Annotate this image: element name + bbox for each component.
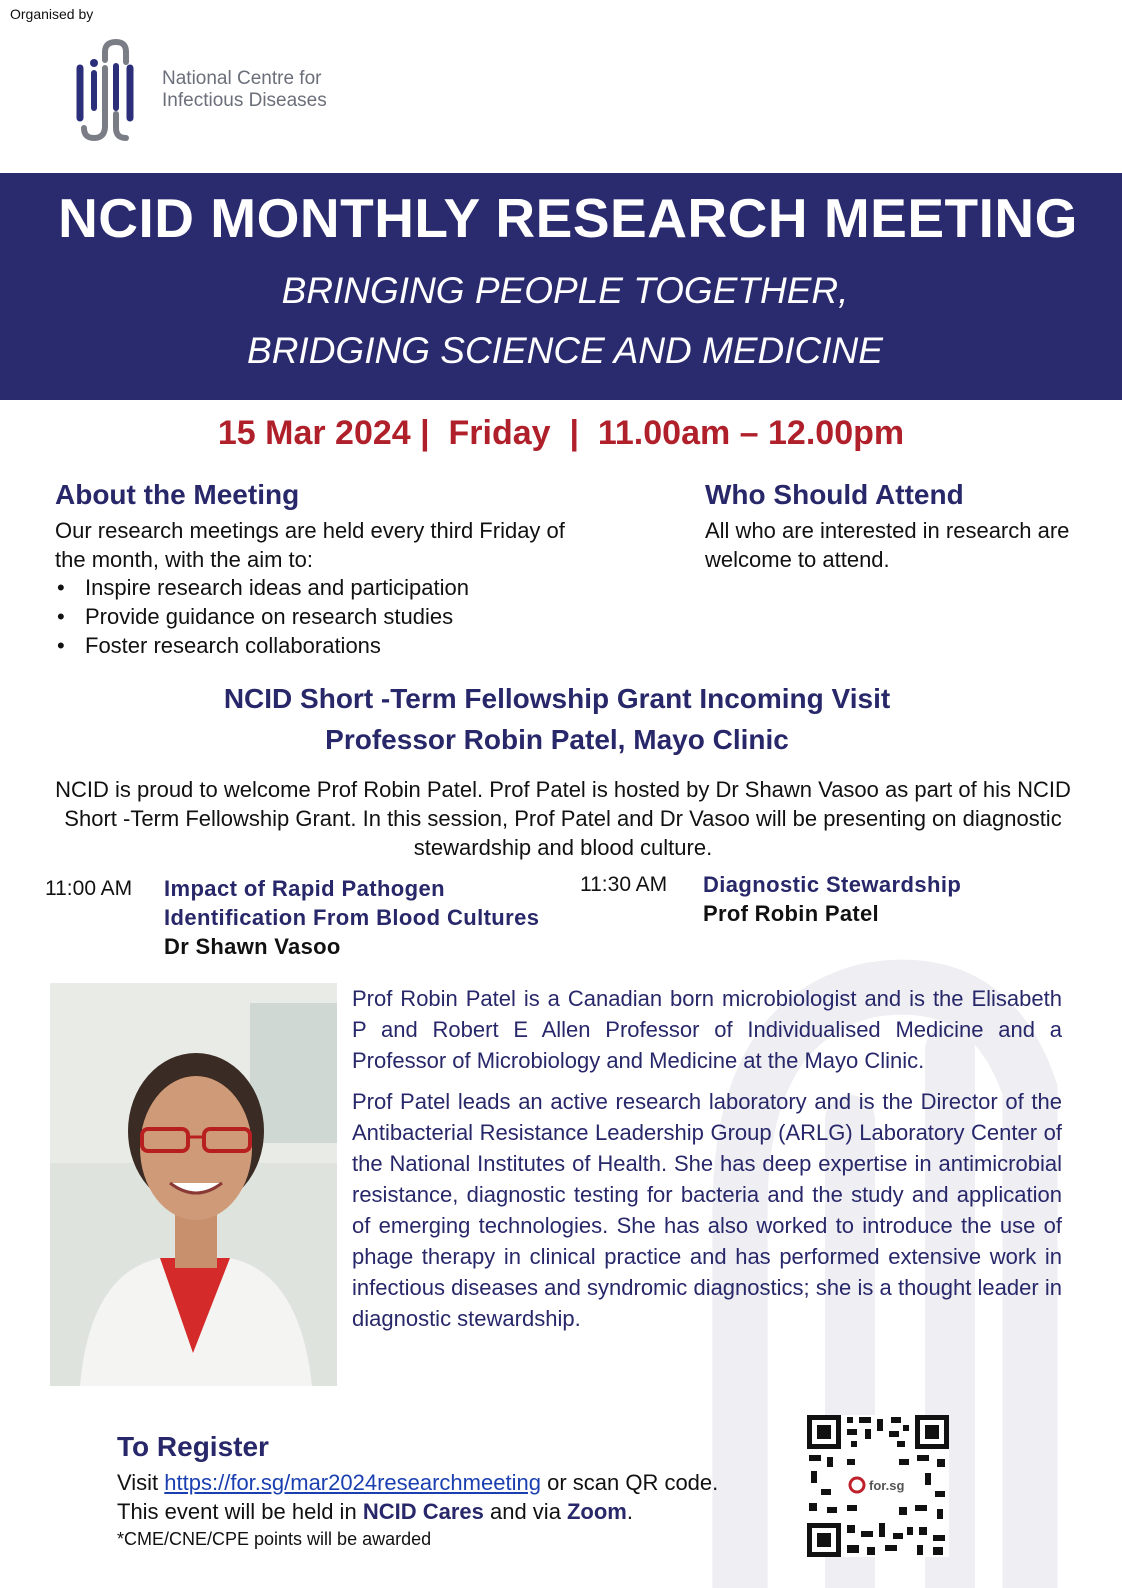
agenda-time-1: 11:00 AM <box>45 877 133 900</box>
venue-place: NCID Cares <box>362 1499 484 1524</box>
banner-subtitle-line2: BRIDGING SCIENCE AND MEDICINE <box>247 330 883 371</box>
about-heading: About the Meeting <box>55 479 300 510</box>
organiser-name-line1: National Centre for <box>162 68 322 89</box>
organised-by-label: Organised by <box>10 6 94 22</box>
list-item: • Foster research collaborations <box>55 631 469 660</box>
who-heading: Who Should Attend <box>705 479 964 510</box>
register-after-link: or scan QR code. <box>547 1470 719 1495</box>
event-dateline: 15 Mar 2024 | Friday | 11.00am – 12.00pm <box>217 414 905 452</box>
agenda-speaker-2: Prof Robin Patel <box>703 901 879 926</box>
register-venue-line <box>117 1497 633 1526</box>
agenda-talk-title-1: Impact of Rapid Pathogen Identification From Blood Cultures <box>164 876 540 930</box>
venue-online: Zoom <box>566 1499 627 1524</box>
fellowship-title: NCID Short -Term Fellowship Grant Incoming Visit <box>223 683 891 714</box>
register-heading: To Register <box>117 1431 269 1462</box>
venue-end: . <box>626 1499 633 1524</box>
agenda-time-2: 11:30 AM <box>580 873 668 896</box>
agenda-speaker-1: Dr Shawn Vasoo <box>164 934 341 959</box>
venue-pre: This event will be held in <box>117 1499 357 1524</box>
register-visit-line <box>117 1468 718 1497</box>
register-link[interactable]: https://for.sg/mar2024researchmeeting <box>164 1470 541 1495</box>
list-item: • Provide guidance on research studies <box>55 602 469 631</box>
venue-mid: and via <box>489 1499 561 1524</box>
fellowship-intro: NCID is proud to welcome Prof Robin Patel. Prof Patel is hosted by Dr Shawn Vasoo as part of his NCID Short -Term Fellowship Grant. In this session, Prof Patel and Dr Vasoo will be presenting on diagnostic stewardship and blood culture. <box>55 777 1071 860</box>
cme-note: *CME/CNE/CPE points will be awarded <box>117 1529 432 1549</box>
about-intro: Our research meetings are held every third Friday of the month, with the aim to: <box>55 518 565 572</box>
agenda-talk-title-2: Diagnostic Stewardship <box>703 872 962 897</box>
bio-paragraph-1: Prof Robin Patel is a Canadian born microbiologist and is the Elisabeth P and Robert E Allen Professor of Individualised Medicine and a Professor of Microbiology and Medicine at the Mayo Clinic. <box>352 986 1062 1073</box>
bio-paragraph-2: Prof Patel leads an active research laboratory and is the Director of the Antibacterial Resistance Leadership Group (ARLG) Laboratory Center of the National Institutes of Health. She has deep expertise in antimicrobial resistance, diagnostic testing for bacteria and the study and application of emerging technologies. She has also worked to introduce the use of phage therapy in clinical practice and has performed extensive work in infectious diseases and syndromic diagnostics; she is a thought leader in diagnostic stewardship. <box>352 1089 1062 1331</box>
organiser-name-line2: Infectious Diseases <box>162 90 327 111</box>
banner-subtitle-line1: BRINGING PEOPLE TOGETHER, <box>281 270 849 311</box>
organiser-name <box>162 68 327 112</box>
about-bullet-list <box>55 573 469 660</box>
qr-code[interactable] <box>807 1415 949 1557</box>
fellowship-speaker-title: Professor Robin Patel, Mayo Clinic <box>325 724 789 755</box>
page-title: NCID MONTHLY RESEARCH MEETING <box>58 187 1078 249</box>
speaker-bio <box>352 983 1062 1344</box>
speaker-photo <box>50 983 337 1386</box>
list-item: • Inspire research ideas and participation <box>55 573 469 602</box>
who-text: All who are interested in research are welcome to attend. <box>705 518 1070 572</box>
ncid-logo <box>72 38 142 142</box>
qr-label: for.sg <box>869 1478 905 1493</box>
register-visit-label: Visit <box>117 1470 159 1495</box>
